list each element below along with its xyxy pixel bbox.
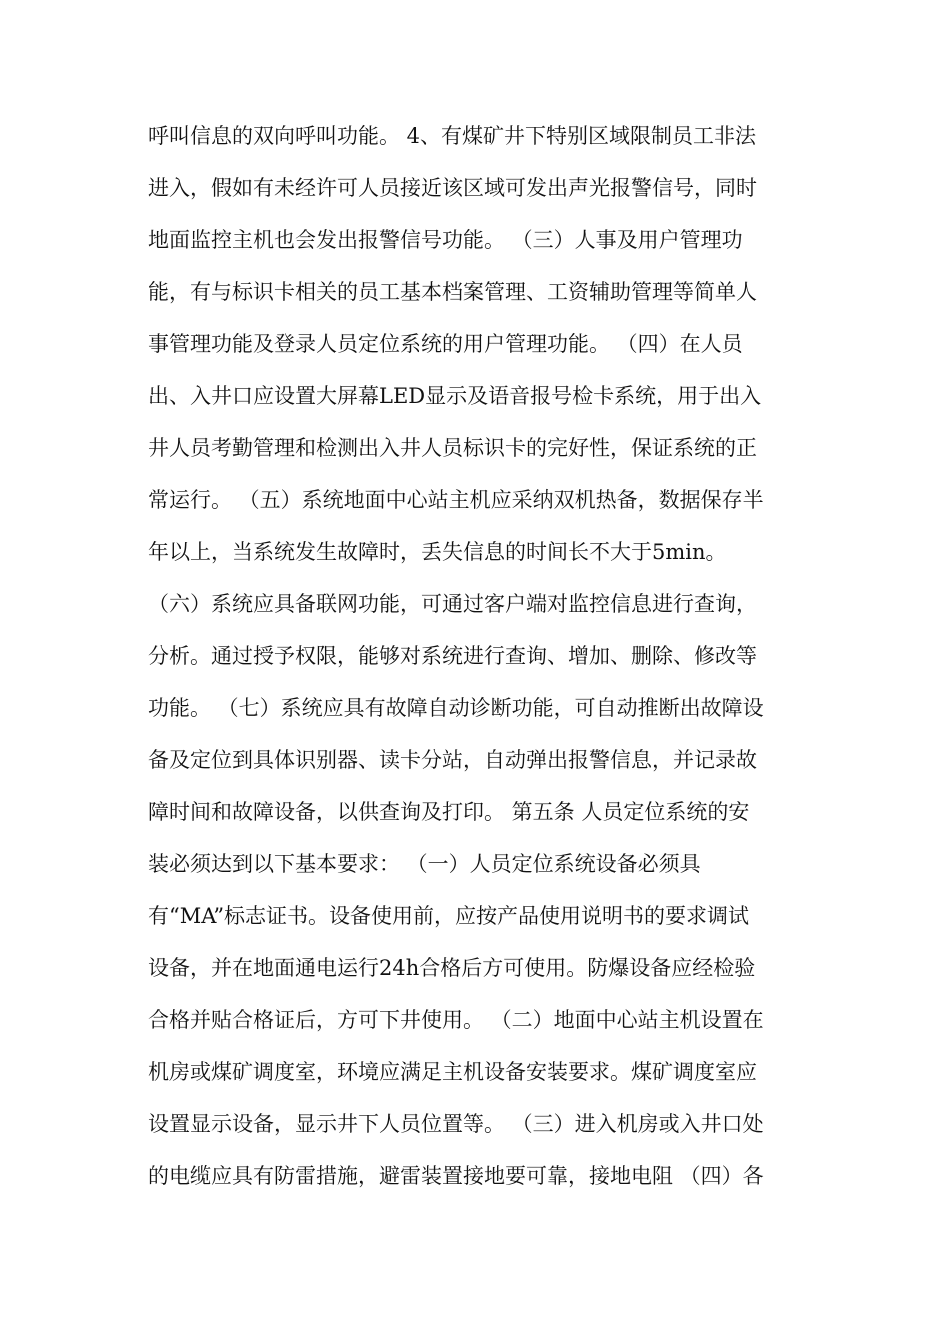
text-line: 障时间和故障设备，以供查询及打印。 第五条 人员定位系统的安 [148, 800, 750, 824]
body-text [148, 110, 808, 1202]
text-line: 的电缆应具有防雷措施，避雷装置接地要可靠，接地电阻 （四）各 [148, 1164, 764, 1188]
text-line: 年以上，当系统发生故障时，丢失信息的时间长不大于5min。 [148, 540, 727, 564]
text-line: 装必须达到以下基本要求： （一）人员定位系统设备必须具 [148, 852, 701, 876]
text-line: 出、入井口应设置大屏幕LED显示及语音报号检卡系统，用于出入 [148, 384, 762, 408]
text-line: 备及定位到具体识别器、读卡分站，自动弹出报警信息，并记录故 [148, 748, 757, 772]
text-line: 地面监控主机也会发出报警信号功能。 （三）人事及用户管理功 [148, 228, 743, 252]
text-line: 功能。 （七）系统应具有故障自动诊断功能，可自动推断出故障设 [148, 696, 764, 720]
text-line: 事管理功能及登录人员定位系统的用户管理功能。 （四）在人员 [148, 332, 743, 356]
text-line: 进入，假如有未经许可人员接近该区域可发出声光报警信号，同时 [148, 176, 757, 200]
text-line: 呼叫信息的双向呼叫功能。 4、有煤矿井下特别区域限制员工非法 [148, 124, 757, 148]
text-line: 设置显示设备，显示井下人员位置等。 （三）进入机房或入井口处 [148, 1112, 764, 1136]
text-line: 有“MA”标志证书。设备使用前，应按产品使用说明书的要求调试 [148, 904, 750, 928]
text-line: 机房或煤矿调度室，环境应满足主机设备安装要求。煤矿调度室应 [148, 1060, 757, 1084]
text-line: 常运行。 （五）系统地面中心站主机应采纳双机热备，数据保存半 [148, 488, 764, 512]
text-line: 合格并贴合格证后，方可下井使用。 （二）地面中心站主机设置在 [148, 1008, 764, 1032]
text-line: 设备，并在地面通电运行24h合格后方可使用。防爆设备应经检验 [148, 956, 756, 980]
text-line: 能，有与标识卡相关的员工基本档案管理、工资辅助管理等简单人 [148, 280, 757, 304]
text-line: 井人员考勤管理和检测出入井人员标识卡的完好性，保证系统的正 [148, 436, 757, 460]
text-line: （六）系统应具备联网功能，可通过客户端对监控信息进行查询， [148, 592, 757, 616]
text-line: 分析。通过授予权限，能够对系统进行查询、增加、删除、修改等 [148, 644, 757, 668]
